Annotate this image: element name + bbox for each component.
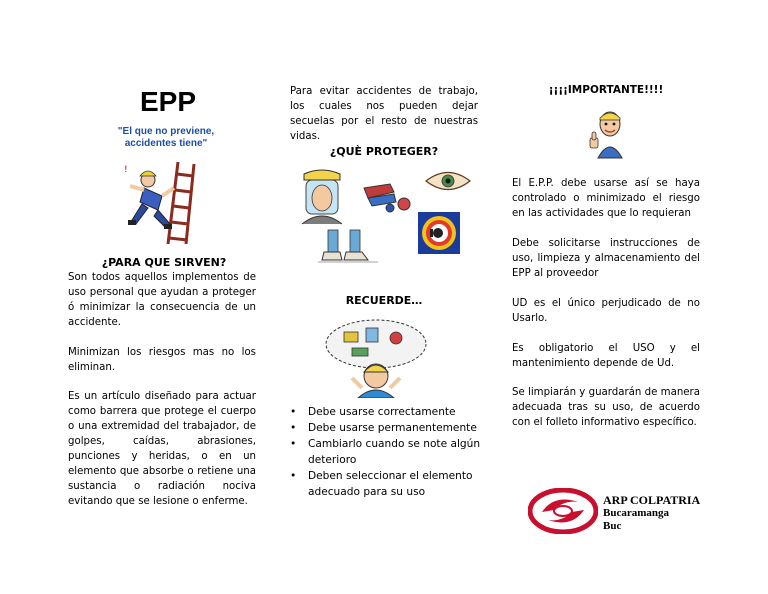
paragraph-instrucciones: Debe solicitarse instrucciones de uso, limpieza y almacenamiento del EPP al proveedor — [512, 238, 700, 279]
ear-protection-sign-icon — [418, 212, 460, 254]
paragraph-epp-debe-usarse: El E.P.P. debe usarse así se haya controlado o minimizado el riesgo en las actividades que lo requieran — [512, 178, 700, 219]
section-title-recuerde: RECUERDE… — [345, 294, 423, 307]
thinking-worker-illustration — [322, 318, 430, 398]
logo-city-name: Bucaramanga — [603, 507, 669, 519]
paragraph-definition: Son todos aquellos implementos de uso personal que ayudan a proteger ó minimizar la consecuencia de un accidente. — [68, 272, 256, 328]
section-title-para-que-sirven: ¿PARA QUE SIRVEN? — [101, 256, 227, 269]
reminder-list — [288, 404, 484, 500]
falling-worker-illustration — [118, 158, 214, 246]
safety-boots-icon — [318, 228, 380, 264]
paragraph-articulo: Es un artículo diseñado para actuar como barrera que protege el cuerpo o una extremidad del trabajador, de golpes, caídas, abrasiones, punciones y heridas, o en un elemento que absorbe o retiene una sustancia o radiación nociva evitando que se lesione o enferme. — [68, 391, 256, 507]
list-item: • Debe usarse permanentemente — [288, 420, 484, 436]
gloves-icon — [360, 178, 416, 214]
paragraph-intro: Para evitar accidentes de trabajo, los cuales nos pueden dejar secuelas por el resto de nuestras vidas. — [290, 86, 478, 142]
list-item: • Deben seleccionar el elemento adecuado para su uso — [288, 468, 484, 500]
paragraph-limpiaran: Se limpiarán y guardarán de manera adecuada tras su uso, de acuerdo con el folleto informativo específico. — [512, 387, 700, 428]
brochure-title: EPP — [139, 86, 197, 117]
logo-city-abbrev: Buc — [603, 520, 622, 532]
svg-text:!: ! — [124, 165, 128, 175]
list-item: • Debe usarse correctamente — [288, 404, 484, 420]
paragraph-minimizan: Minimizan los riesgos mas no los eliminan. — [68, 347, 256, 373]
arp-colpatria-logo-icon — [528, 488, 598, 534]
motto-text: "El que no previene, accidentes tiene" — [117, 126, 215, 149]
eye-icon — [424, 168, 472, 194]
section-title-importante: ¡¡¡¡IMPORTANTE!!!! — [548, 84, 664, 96]
paragraph-perjudicado: UD es el único perjudicado de no Usarlo. — [512, 298, 700, 324]
face-shield-icon — [296, 168, 348, 228]
paragraph-obligatorio: Es obligatorio el USO y el mantenimiento depende de Ud. — [512, 343, 700, 369]
section-title-que-proteger: ¿QUÈ PROTEGER? — [329, 145, 439, 158]
logo-company-name: ARP COLPATRIA — [603, 493, 701, 507]
thumbs-up-worker-illustration — [588, 108, 628, 160]
list-item: • Cambiarlo cuando se note algún deterioro — [288, 436, 484, 468]
